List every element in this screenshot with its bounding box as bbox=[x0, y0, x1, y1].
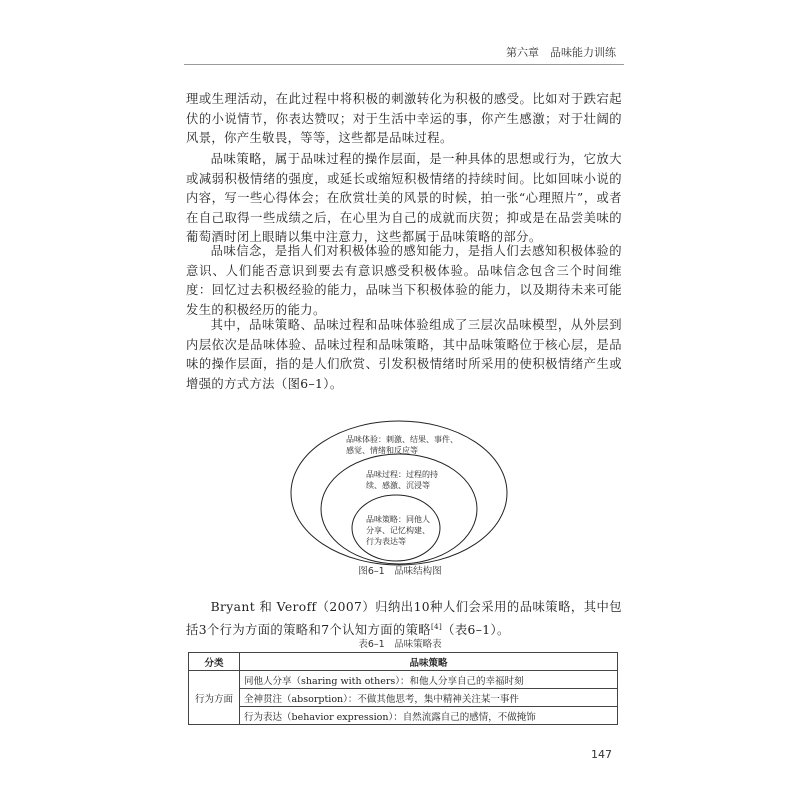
table-title: 表6–1 品味策略表 bbox=[358, 639, 442, 650]
strategy-cell: 行为表达（behavior expression）：自然流露自己的感情，不做掩饰 bbox=[240, 707, 618, 725]
paragraph-5 bbox=[186, 598, 622, 640]
outer-layer-label: 品味体验：刺激、结果、事件、感觉、情绪和反应等 bbox=[346, 435, 458, 455]
paragraph-4: 其中，品味策略、品味过程和品味体验组成了三层次品味模型，从外层到内层依次是品味体验、品味过程和品味策略，其中品味策略位于核心层，是品味的操作层面，指的是人们欣赏、引发积极情绪时所采用的使积极情绪产生或增强的方式方法（图6–1）。 bbox=[186, 318, 622, 391]
strategy-cell: 同他人分享（sharing with others）：和他人分享自己的幸福时刻 bbox=[240, 671, 618, 689]
savoring-strategy-table bbox=[188, 652, 618, 725]
chapter-title: 品味能力训练 bbox=[550, 46, 616, 59]
paragraph-1: 理或生理活动，在此过程中将积极的刺激转化为积极的感受。比如对于跌宕起伏的小说情节，你表达赞叹；对于生活中幸运的事，你产生感激；对于壮阔的风景，你产生敬畏，等等，这些都是品味过程。 bbox=[186, 92, 622, 146]
table-row bbox=[189, 671, 618, 689]
paragraph-3: 品味信念，是指人们对积极体验的感知能力，是指人们去感知积极体验的意识、人们能否意识到要去有意识感受积极体验。品味信念包含三个时间维度：回忆过去积极经验的能力，品味当下积极体验的能力，以及期待未来可能发生的积极经历的能力。 bbox=[186, 244, 622, 317]
column-header-strategy: 品味策略 bbox=[240, 653, 618, 671]
column-header-category: 分类 bbox=[189, 653, 240, 671]
paragraph-5-text: Bryant 和 Veroff（2007）归纳出10种人们会采用的品味策略，其中包括3个行为方面的策略和7个认知方面的策略 bbox=[186, 600, 622, 637]
inner-layer-label: 品味策略：同他人分享、记忆构建、行为表达等 bbox=[366, 515, 430, 546]
paragraph-5-tail: （表6–1）。 bbox=[442, 622, 510, 637]
running-header bbox=[506, 44, 616, 60]
category-cell: 行为方面 bbox=[189, 671, 240, 725]
citation-ref: [4] bbox=[431, 622, 443, 631]
middle-layer-label: 品味过程：过程的持续、感激、沉浸等 bbox=[366, 470, 438, 490]
table-row bbox=[189, 689, 618, 707]
strategy-cell: 全神贯注（absorption）：不做其他思考，集中精神关注某一事件 bbox=[240, 689, 618, 707]
table-header-row bbox=[189, 653, 618, 671]
chapter-label: 第六章 bbox=[506, 46, 539, 59]
table-row bbox=[189, 707, 618, 725]
paragraph-2: 品味策略，属于品味过程的操作层面，是一种具体的思想或行为，它放大或减弱积极情绪的强度，或延长或缩短积极情绪的持续时间。比如回味小说的内容，写一些心得体会；在欣赏壮美的风景的时候，拍一张“心理照片”，或者在自己取得一些成绩之后，在心里为自己的成就而庆贺；抑或是在品尝美味的葡萄酒时闭上眼睛以集中注意力，这些都属于品味策略的部分。 bbox=[186, 152, 622, 245]
page-number: 147 bbox=[591, 748, 612, 761]
savoring-structure-figure bbox=[286, 418, 516, 568]
header-rule bbox=[184, 64, 624, 65]
figure-caption: 图6–1 品味结构图 bbox=[358, 566, 442, 577]
